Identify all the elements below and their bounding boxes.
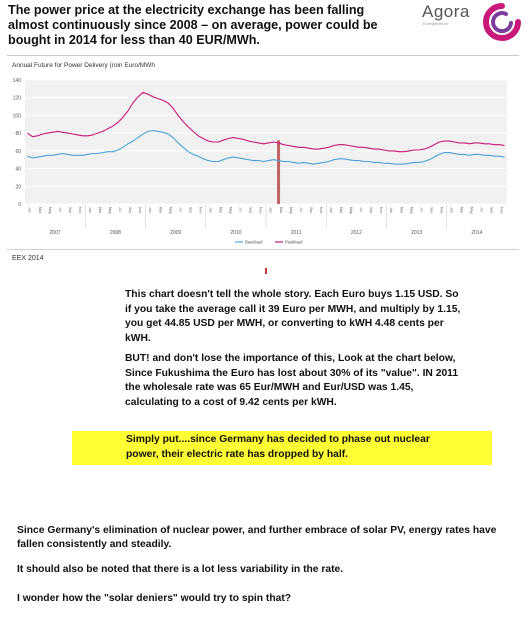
x-month-label: Nov	[439, 207, 444, 214]
paragraph-exchange-rate: This chart doesn't tell the whole story. Each Euro buys 1.15 USD. So if you take the average call it 39 Euro per MWH, and multiply by 1.15, you get 44.85 USD per MWH, or converting to kWH 4.48 cents per kWH.	[125, 289, 461, 344]
x-month-label: Nov	[318, 207, 323, 214]
event-marker	[277, 140, 280, 204]
x-month-label: Jul	[57, 207, 62, 212]
y-tick-label: 80	[15, 131, 21, 138]
x-month-label: Mar	[218, 207, 223, 214]
x-month-label: Sep	[248, 207, 253, 214]
x-month-label: Jan	[87, 207, 92, 213]
logo-subtitle: Energiewende	[423, 21, 449, 26]
y-tick-label: 20	[15, 184, 21, 191]
x-month-label: Mar	[158, 207, 163, 214]
x-month-label: Sep	[489, 207, 494, 214]
x-month-label: Jan	[449, 207, 454, 213]
x-month-label: Jul	[238, 207, 243, 212]
x-month-label: Mar	[339, 207, 344, 214]
x-month-label: Jan	[208, 207, 213, 213]
x-month-label: Nov	[198, 207, 203, 214]
x-month-label: May	[108, 207, 113, 214]
x-month-label: Sep	[128, 207, 133, 214]
x-year-label: 2014	[471, 230, 483, 236]
y-tick-label: 0	[18, 202, 21, 208]
x-month-label: Nov	[258, 207, 263, 214]
x-month-label: Jul	[359, 207, 364, 212]
x-month-label: May	[47, 207, 52, 214]
x-year-label: 2012	[350, 230, 362, 236]
x-month-label: Jul	[298, 207, 303, 212]
x-year-label: 2011	[290, 230, 302, 236]
x-month-label: May	[168, 207, 173, 214]
x-year-label: 2013	[411, 230, 423, 236]
chart-slide	[0, 0, 531, 270]
agora-swirl-icon	[482, 2, 522, 42]
paragraph-fukushima: BUT! and don't lose the importance of this, Look at the chart below, Since Fukushima the Euro has lost about 30% of its "value". IN 2011 the wholesale rate was 65 Eur/MWH and Eur/USD was 1.45, calculating to a cost of 9.42 cents per kWH.	[125, 353, 459, 408]
y-tick-label: 140	[12, 78, 21, 84]
y-tick-label: 40	[15, 166, 21, 173]
x-month-label: Mar	[98, 207, 103, 214]
x-year-label: 2009	[170, 230, 182, 236]
paragraph-solar-deniers: I wonder how the "solar deniers" would try to spin that?	[17, 593, 292, 604]
y-tick-label: 120	[12, 95, 21, 102]
x-month-label: Sep	[188, 207, 193, 214]
x-month-label: Sep	[67, 207, 72, 214]
x-month-label: Jul	[178, 207, 183, 212]
highlight-text: Simply put....since Germany has decided to phase out nuclear power, their electric rate has dropped by half.	[126, 434, 430, 460]
y-tick-label: 60	[15, 148, 21, 155]
logo-text: Agora	[422, 2, 470, 21]
paragraph-variability: It should also be noted that there is a lot less variability in the rate.	[17, 564, 344, 575]
agora-logo	[420, 2, 528, 40]
x-month-label: Nov	[499, 207, 504, 214]
x-month-label: Mar	[459, 207, 464, 214]
x-month-label: May	[349, 207, 354, 214]
x-month-label: Jan	[27, 207, 32, 213]
source-note: EEX 2014	[12, 255, 44, 262]
x-month-label: Nov	[77, 207, 82, 214]
x-month-label: Mar	[399, 207, 404, 214]
legend-label: Baseload	[245, 239, 263, 245]
x-month-label: May	[469, 207, 474, 214]
x-month-label: May	[228, 207, 233, 214]
x-month-label: Jan	[268, 207, 273, 213]
x-month-label: Mar	[278, 207, 283, 214]
source-divider	[7, 249, 519, 250]
x-month-label: Jul	[479, 207, 484, 212]
x-year-label: 2008	[109, 230, 121, 236]
x-month-label: Jul	[118, 207, 123, 212]
legend-label: Peakload	[285, 239, 303, 245]
x-month-label: May	[288, 207, 293, 214]
red-marker	[265, 268, 267, 274]
chart-title: Annual Future for Power Delivery (roin Euro/MWh	[12, 62, 156, 69]
x-month-label: Nov	[138, 207, 143, 214]
slide-title: The power price at the electricity exchange has been falling almost continuously since 2008 – on average, power could be bought in 2014 for less than 40 EUR/MWh.	[8, 3, 378, 47]
x-month-label: Mar	[37, 207, 42, 214]
x-year-label: 2010	[230, 230, 242, 236]
x-month-label: Sep	[429, 207, 434, 214]
x-month-label: Jul	[419, 207, 424, 212]
y-tick-label: 100	[12, 113, 21, 120]
x-month-label: Jan	[328, 207, 333, 213]
x-month-label: Nov	[379, 207, 384, 214]
x-year-label: 2007	[49, 230, 61, 236]
paragraph-elimination: Since Germany's elimination of nuclear power, and further embrace of solar PV, energy rates have fallen consistently and steadily.	[17, 525, 497, 550]
chart-panel	[7, 55, 519, 272]
plot-area	[25, 80, 507, 204]
price-line-chart	[7, 72, 519, 249]
x-month-label: Sep	[308, 207, 313, 214]
x-month-label: Sep	[369, 207, 374, 214]
x-month-label: Jan	[389, 207, 394, 213]
x-month-label: May	[409, 207, 414, 214]
x-month-label: Jan	[148, 207, 153, 213]
